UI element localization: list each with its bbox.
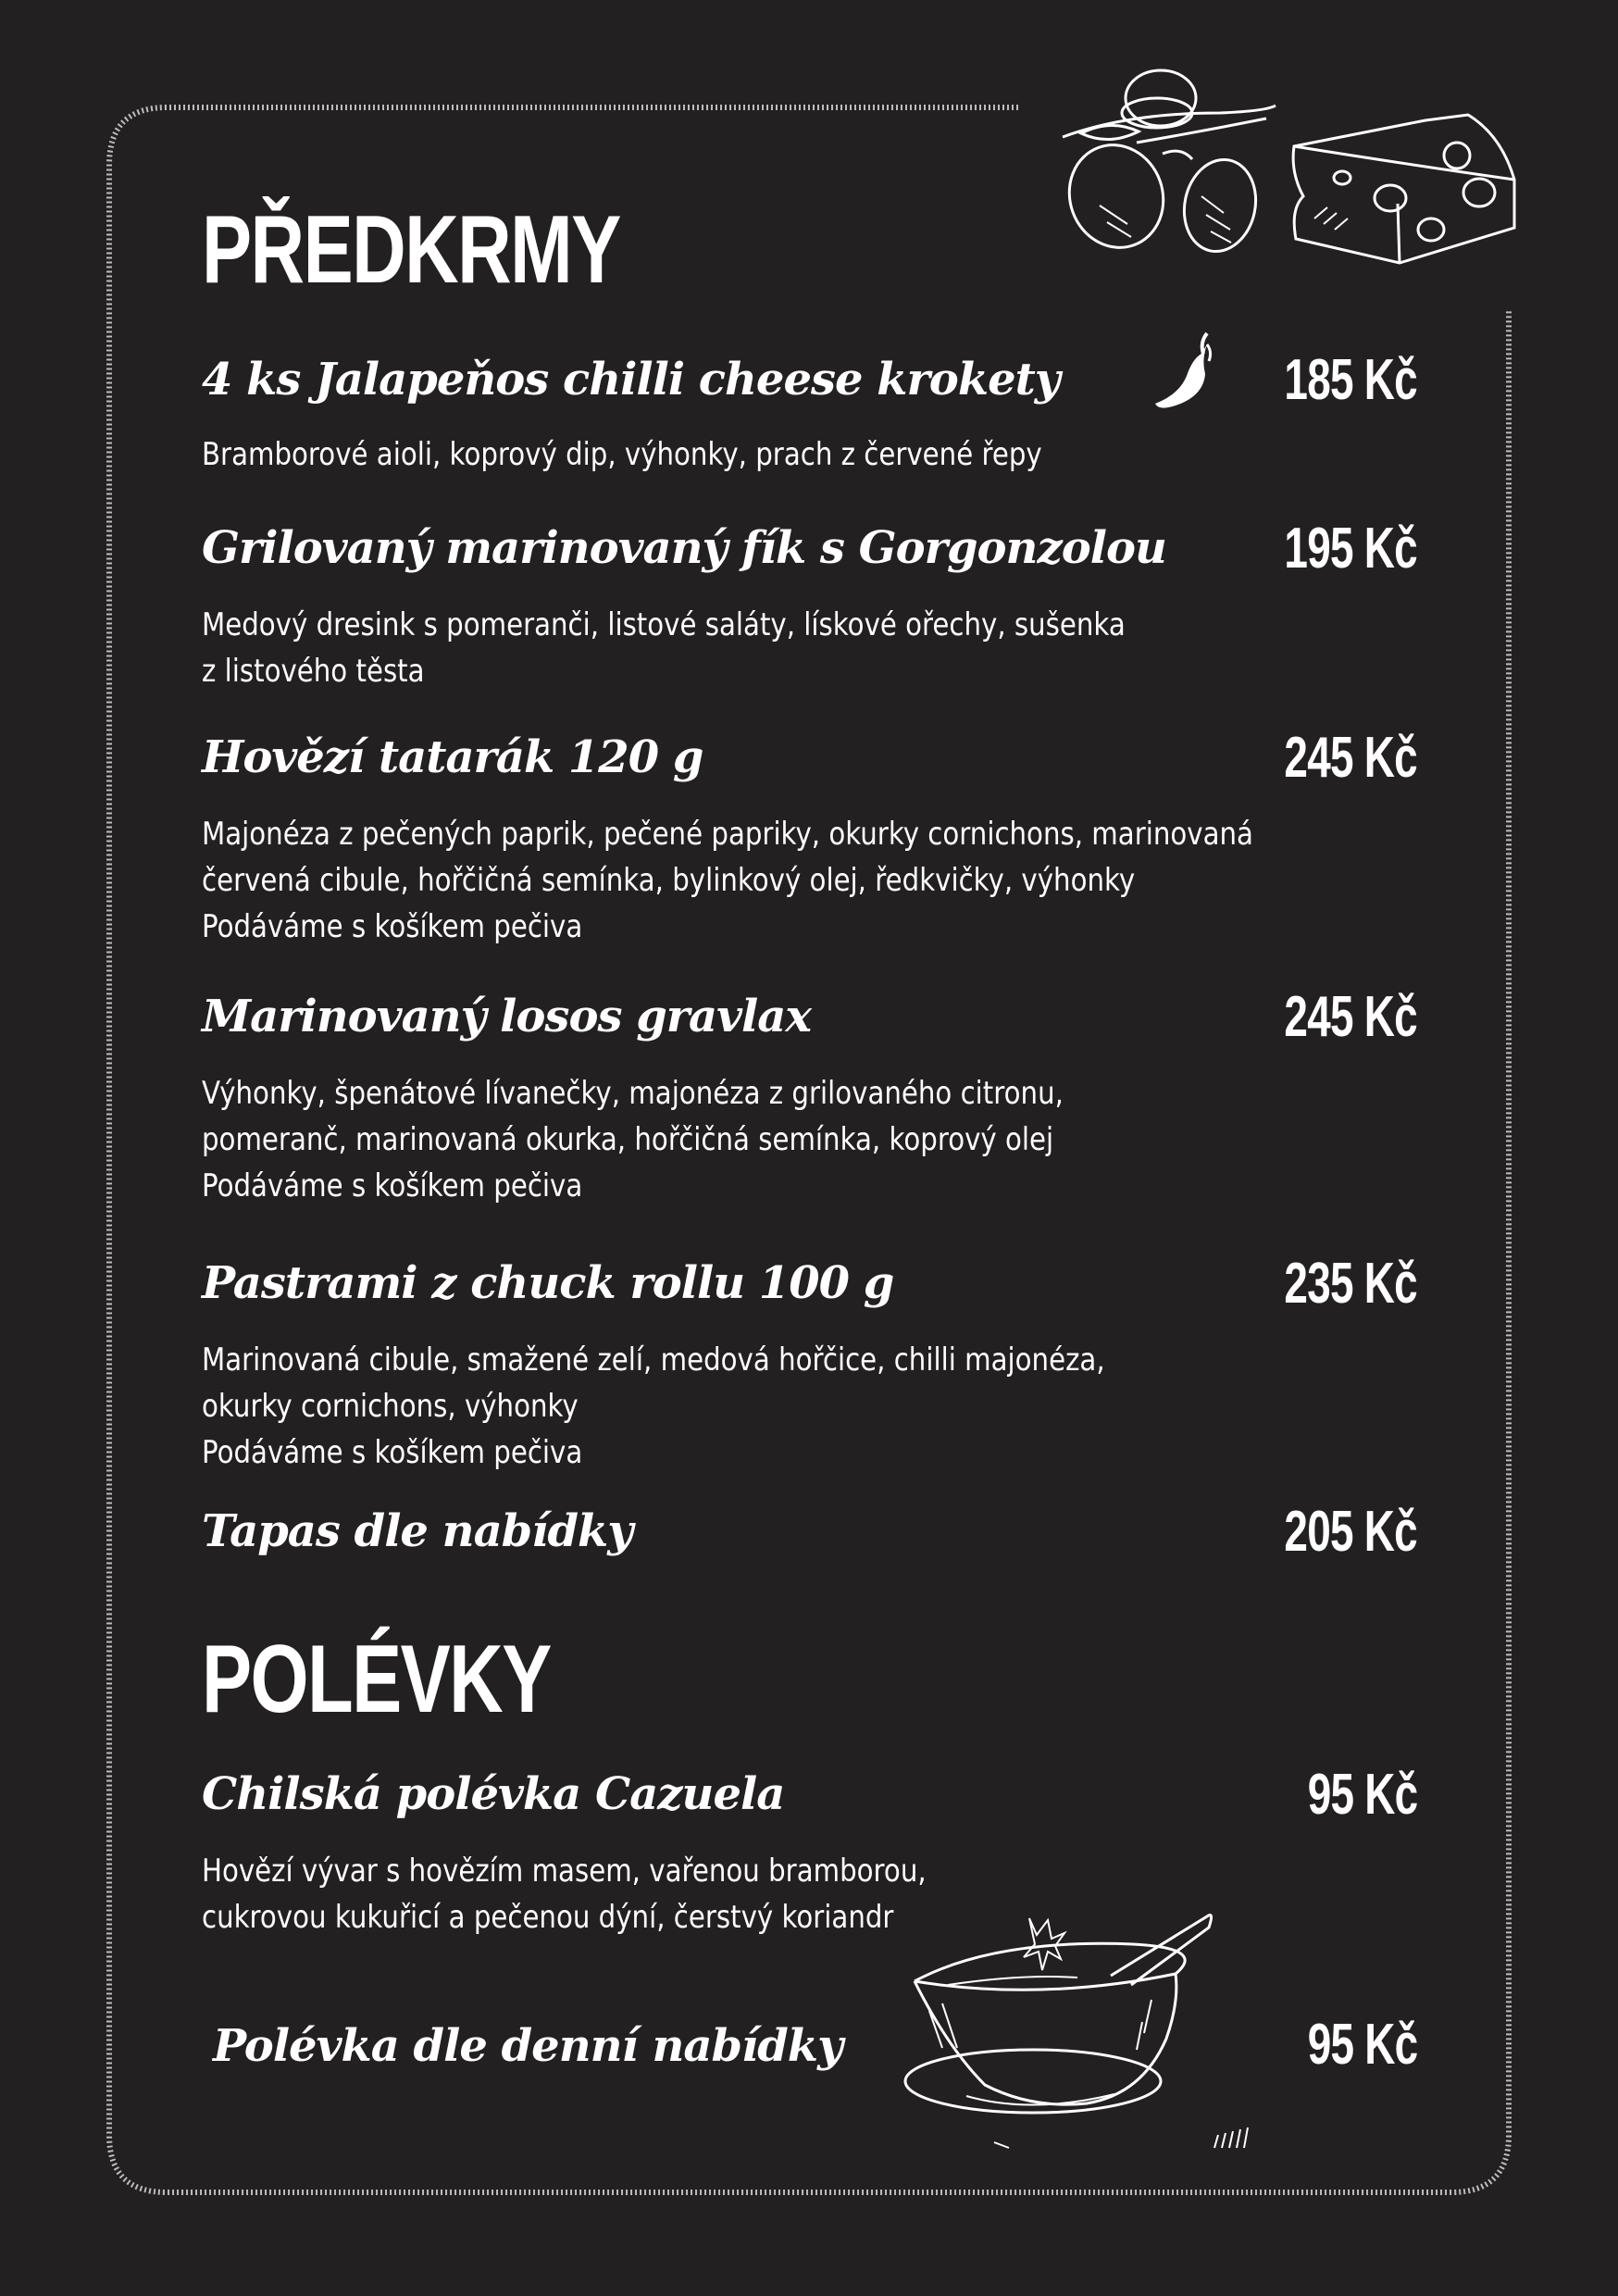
description-line: Bramborové aioli, koprový dip, výhonky, prach z červené řepy — [202, 436, 1042, 473]
item-name: Pastrami z chuck rollu 100 g — [202, 1257, 894, 1309]
item-price: 185 Kč — [1284, 348, 1417, 412]
olives-icon — [1053, 57, 1285, 261]
item-price: 195 Kč — [1284, 517, 1417, 580]
description-line: Výhonky, špenátové lívanečky, majonéza z grilovaného citronu, — [202, 1075, 1064, 1112]
item-name: Polévka dle denní nabídky — [213, 2020, 842, 2072]
description-line: Hovězí vývar s hovězím masem, vařenou bramborou, — [202, 1853, 927, 1890]
description-line: Podáváme s košíkem pečiva — [202, 1434, 583, 1471]
description-line: cukrovou kukuřicí a pečenou dýní, čerstvý koriandr — [202, 1899, 894, 1936]
item-name: Marinovaný losos gravlax — [202, 991, 811, 1042]
item-price: 245 Kč — [1284, 726, 1417, 790]
item-description — [202, 431, 1042, 478]
description-line: pomeranč, marinovaná okurka, hořčičná semínka, koprový olej — [202, 1121, 1054, 1158]
item-description — [202, 602, 1126, 694]
description-line: Podáváme s košíkem pečiva — [202, 908, 583, 945]
item-description — [202, 1337, 1105, 1476]
item-price: 235 Kč — [1284, 1252, 1417, 1316]
description-line: Marinovaná cibule, smažené zelí, medová hořčice, chilli majonéza, — [202, 1341, 1105, 1379]
item-name: Chilská polévka Cazuela — [202, 1768, 785, 1820]
item-name: Hovězí tatarák 120 g — [202, 731, 703, 783]
item-price: 95 Kč — [1307, 2013, 1417, 2077]
item-price: 205 Kč — [1284, 1500, 1417, 1564]
cheese-icon — [1287, 107, 1520, 272]
section-title-predkrmy: PŘEDKRMY — [202, 196, 620, 304]
description-line: Majonéza z pečených paprik, pečené papriky, okurky cornichons, marinovaná — [202, 816, 1253, 853]
item-description — [202, 1848, 927, 1940]
item-description — [202, 1070, 1064, 1209]
item-name: Grilovaný marinovaný fík s Gorgonzolou — [202, 522, 1166, 574]
item-name: 4 ks Jalapeňos chilli cheese krokety — [202, 354, 1060, 406]
item-description — [202, 811, 1253, 950]
description-line: okurky cornichons, výhonky — [202, 1388, 579, 1425]
item-price: 245 Kč — [1284, 985, 1417, 1049]
description-line: červená cibule, hořčičná semínka, bylinkový olej, ředkvičky, výhonky — [202, 862, 1136, 899]
description-line: z listového těsta — [202, 653, 425, 690]
description-line: Medový dresink s pomeranči, listové saláty, lískové ořechy, sušenka — [202, 606, 1126, 643]
item-price: 95 Kč — [1307, 1763, 1417, 1827]
soup-bowl-icon — [892, 1900, 1281, 2168]
section-title-polevky: POLÉVKY — [202, 1626, 551, 1733]
chili-pepper-icon — [1151, 331, 1226, 413]
description-line: Podáváme s košíkem pečiva — [202, 1167, 583, 1204]
item-name: Tapas dle nabídky — [202, 1505, 633, 1557]
